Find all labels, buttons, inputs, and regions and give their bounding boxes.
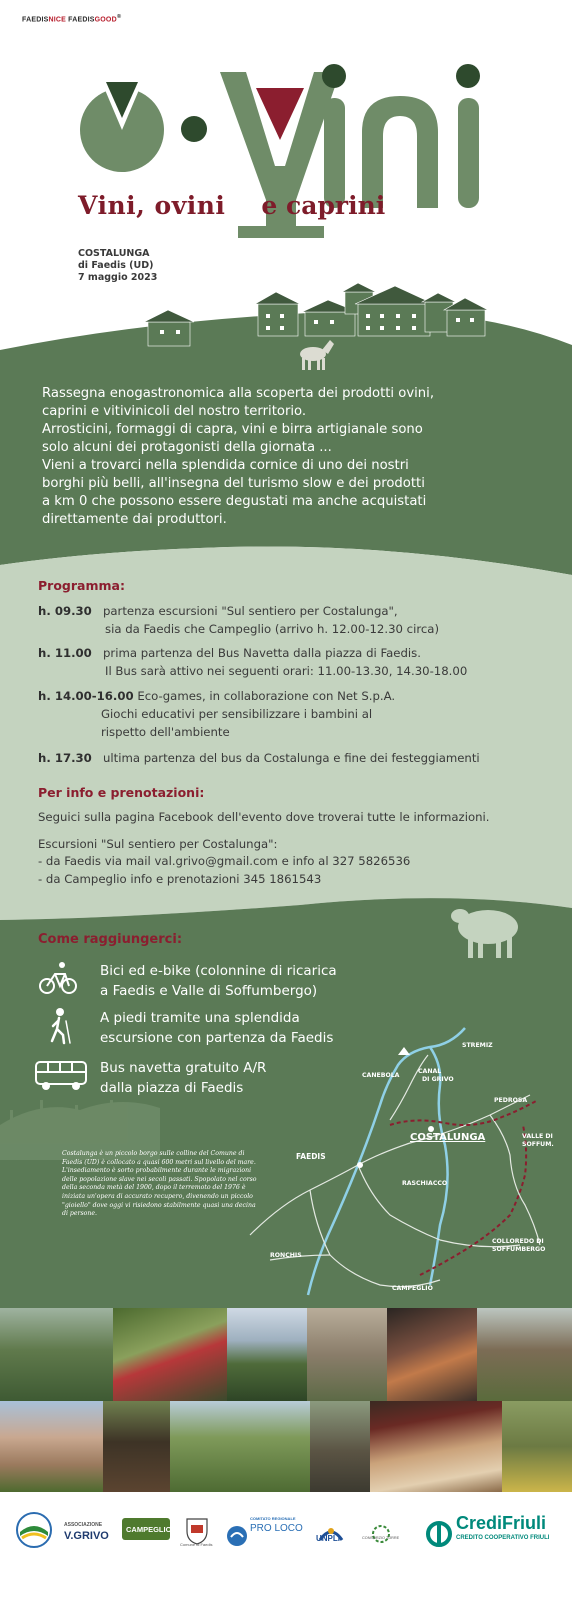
photo-panorama [227, 1308, 307, 1401]
programma-title: Programma: [38, 578, 125, 593]
programma-item: h. 11.00 prima partenza del Bus Navetta dalla piazza di Faedis. Il Bus sarà attivo nei seguenti orari: 11.00-13.30, 14.30-18.00 [38, 646, 468, 678]
map-label-colloredo: COLLOREDO DI [492, 1238, 544, 1245]
credifriuli-subtitle: CREDITO COOPERATIVO FRIULI [456, 1535, 550, 1541]
bicycle-icon [38, 960, 78, 996]
event-subtitle: Vini, ovini e caprini [78, 191, 386, 220]
ecomuseo-label: CONSORZIO TORRE [362, 1536, 400, 1540]
proloco-logo: PRO LOCO [250, 1523, 303, 1534]
event-location: COSTALUNGA [78, 248, 150, 259]
come-walk-text: A piedi tramite una splendida escursione con partenza da Faedis [100, 1010, 334, 1046]
map-label-raschiacco: RASCHIACCO [402, 1180, 448, 1187]
event-municipality: di Faedis (UD) [78, 260, 154, 271]
photo-village-roofs [477, 1308, 572, 1401]
credifriuli-icon [426, 1514, 452, 1554]
photo-village-garden [0, 1308, 113, 1401]
faedis-tagline: FAEDISNICE FAEDISGOOD® [22, 14, 122, 24]
photo-arrosticini [387, 1308, 477, 1401]
unpli-logo: UNPLI [316, 1534, 340, 1543]
comune-label: Comune di Faedis [180, 1542, 213, 1547]
map-label-stremiz: STREMIZ [462, 1042, 493, 1049]
photo-hikers [113, 1308, 227, 1401]
photo-goats [103, 1401, 170, 1492]
ecomuseo-icon [372, 1514, 390, 1554]
info-title: Per info e prenotazioni: [38, 785, 205, 800]
map-label-pedrosa: PEDROSA [494, 1097, 528, 1104]
come-bus-text: Bus navetta gratuito A/R dalla piazza di Faedis [100, 1060, 267, 1096]
proloco-logo-small: COMITATO REGIONALE [250, 1516, 296, 1521]
info-facebook: Seguici sulla pagina Facebook dell'evento dove troverai tutte le informazioni. [38, 810, 490, 824]
programma-item: h. 14.00-16.00 Eco-games, in collaborazione con Net S.p.A. Giochi educativi per sensibilizzare i bambini al rispetto dell'ambiente [38, 689, 396, 739]
map-label-ronchis: RONCHIS [270, 1252, 302, 1259]
programma-item: h. 09.30 partenza escursioni "Sul sentiero per Costalunga", sia da Faedis che Campeglio (arrivo h. 12.00-12.30 circa) [38, 604, 440, 636]
credifriuli-logo: CrediFriuli [456, 1513, 547, 1533]
grivo-logo: V.GRIVO [64, 1530, 109, 1542]
photo-church [0, 1401, 103, 1492]
map-label-faedis: FAEDIS [296, 1152, 326, 1161]
event-date: 7 maggio 2023 [78, 272, 158, 283]
proloco-icon [226, 1516, 248, 1556]
map-label-valle: VALLE DI [522, 1133, 553, 1140]
info-escursioni: Escursioni "Sul sentiero per Costalunga": [38, 837, 278, 851]
map-label-canebola: CANEBOLA [362, 1072, 400, 1079]
faedis-logo [14, 1510, 54, 1550]
programma-item: h. 17.30 ultima partenza del bus da Costalunga e fine dei festeggiamenti [38, 751, 480, 765]
photo-stone-wall [310, 1401, 370, 1492]
grivo-logo-small: ASSOCIAZIONE [64, 1522, 103, 1528]
map-label-campeglio: CAMPEGLIO [392, 1285, 433, 1292]
come-bike-text: Bici ed e-bike (colonnine di ricarica a Faedis e Valle di Soffumbergo) [100, 963, 337, 999]
intro-paragraph: Rassegna enogastronomica alla scoperta dei prodotti ovini, caprini e vitivinicoli del nostro territorio. Arrosticini, formaggi di capra, vini e birra artigianale sono solo alcuni dei protagonisti della giornata ... Vieni a trovarci nella splendida cornice di uno dei nostri borghi più belli, all'insegna del turismo slow e dei prodotti a km 0 che possono essere degustati ma anche acquistati direttamente dai produttori. [42, 386, 435, 527]
map-label-soffum: SOFFUM. [522, 1141, 554, 1148]
map-label-canal: CANAL [418, 1068, 442, 1075]
photo-village-path [170, 1401, 310, 1492]
area-map [240, 1025, 558, 1300]
map-label-di-grivo: DI GRIVO [422, 1076, 454, 1083]
photo-wine-cheese [370, 1401, 502, 1492]
map-label-costalunga: COSTALUNGA [410, 1132, 486, 1143]
costalunga-note: Costalunga è un piccolo borgo sulle colline del Comune di Faedis (UD) è collocato a quasi 600 metri sul livello del mare. L'insediamento è sorto probabilmente durante le migrazioni delle popolazione slave nei secoli passati. Spopolato nel corso della seconda metà del 1900, dopo il terremoto del 1976 è iniziata un'opera di accurato recupero, divenendo un piccolo "gioiello" dove oggi vi risiedono stabilmente quasi una decina di persone. [62, 1150, 257, 1218]
info-faedis-contact: - da Faedis via mail val.grivo@gmail.com e info al 327 5826536 [38, 854, 411, 868]
photo-garden-flowers [502, 1401, 572, 1492]
hiker-icon [44, 1007, 74, 1045]
campeglio-logo: CAMPEGLIO [126, 1525, 172, 1534]
bus-icon [34, 1060, 88, 1092]
come-title: Come raggiungerci: [38, 932, 183, 947]
unpli-icon [316, 1512, 346, 1552]
info-campeglio-contact: - da Campeglio info e prenotazioni 345 1861543 [38, 872, 322, 886]
map-label-soffumbergo: SOFFUMBERGO [492, 1246, 546, 1253]
photo-stone-house [307, 1308, 387, 1401]
